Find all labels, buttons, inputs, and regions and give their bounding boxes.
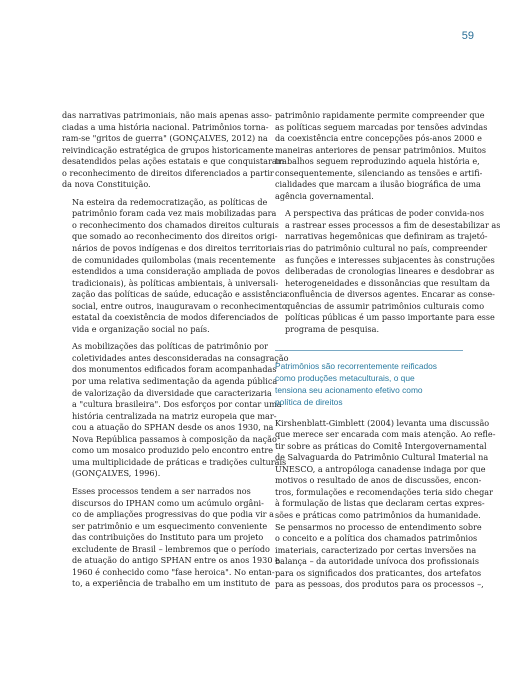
text-line: para os significados dos praticantes, dos artefatos — [275, 567, 482, 578]
right-column — [275, 110, 501, 591]
paragraph — [62, 341, 289, 480]
text-line: desatendidos pelas ações estatais e que conquistaram — [62, 156, 285, 167]
text-line: por uma relativa sedimentação da agenda pública — [72, 376, 278, 387]
left-column — [62, 110, 289, 590]
paragraph — [275, 110, 488, 202]
text-line: tradicionais), às políticas ambientais, à universali- — [72, 277, 279, 288]
paragraph — [275, 417, 496, 591]
text-line: heterogeneidades e dissonâncias que resultam da — [285, 277, 490, 288]
text-line: confluência de diversos agentes. Encarar as conse- — [285, 289, 495, 300]
text-line: imateriais, caracterizado por certas inversões na — [275, 544, 477, 555]
text-line: como um mosaico produzido pelo encontro entre — [72, 445, 273, 456]
text-line: estatal da coexistência de modos diferenciados de — [72, 312, 279, 323]
text-line: uma multiplicidade de práticas e tradições culturais — [72, 456, 287, 467]
text-line: patrimônio rapidamente permite compreender que — [275, 110, 485, 120]
text-line: maneiras anteriores de pensar patrimônios. Muitos — [275, 144, 487, 155]
text-line: cou a atuação do SPHAN desde os anos 1930, na — [72, 422, 274, 433]
text-line: excludente de Brasil – lembremos que o período — [72, 543, 270, 554]
heading-line: tensiona seu acionamento efetivo como — [275, 384, 423, 395]
text-line: (GONÇALVES, 1996). — [72, 468, 161, 479]
text-line: patrimônio foram cada vez mais mobilizadas para — [72, 208, 277, 219]
text-line: das contribuições do Instituto para um projeto — [72, 532, 264, 543]
text-line: as políticas seguem marcadas por tensões advindas — [275, 121, 488, 132]
text-line: As mobilizações das políticas de patrimônio por — [72, 341, 268, 352]
text-line: motivos o resultado de anos de discussões, encon- — [275, 475, 482, 486]
text-line: social, entre outros, inauguravam o reconhecimento — [72, 300, 287, 311]
text-line: da nova Constituição. — [62, 179, 151, 190]
text-line: que somado ao reconhecimento dos direitos origi- — [72, 231, 278, 242]
text-line: Na esteira da redemocratização, as políticas de — [72, 196, 268, 207]
text-line: A perspectiva das práticas de poder convida-nos — [285, 208, 485, 219]
text-line: Esses processos tendem a ser narrados nos — [72, 485, 251, 496]
text-line: tir sobre as práticas do Comitê Intergovernamental — [275, 440, 487, 451]
text-line: as funções e interesses subjacentes às construções — [285, 254, 495, 265]
text-line: zação das políticas de saúde, educação e assistência — [72, 289, 288, 300]
text-line: 1960 é conhecido como "fase heroica". No entan- — [72, 566, 275, 577]
paragraph — [62, 485, 280, 590]
text-line: das narrativas patrimoniais, não mais apenas asso- — [62, 110, 272, 120]
text-line: narrativas hegemônicas que definiram as trajetó- — [285, 231, 488, 242]
text-line: de comunidades quilombolas (mais recentemente — [72, 254, 276, 265]
text-line: políticas públicas é um passo importante para esse — [285, 312, 495, 323]
text-line: o reconhecimento de direitos diferenciados a partir — [62, 167, 274, 178]
text-line: rias do patrimônio cultural no país, compreender — [285, 243, 488, 254]
text-line: história centralizada na matriz europeia que mar- — [72, 410, 277, 421]
text-line: para as pessoas, dos produtos para os processos –, — [275, 579, 484, 590]
text-line: dos monumentos edificados foram acompanhadas — [72, 364, 277, 375]
text-line: tros, formulações e recomendações teria sido chegar — [275, 486, 493, 497]
text-line: programa de pesquisa. — [285, 323, 380, 334]
text-line: de atuação do antigo SPHAN entre os anos 1930 e — [72, 555, 280, 566]
text-line: ciadas a uma história nacional. Patrimônios torna- — [62, 121, 269, 132]
text-line: UNESCO, a antropóloga canadense indaga por que — [275, 463, 486, 474]
paragraph — [62, 110, 285, 191]
text-line: quências de assumir patrimônios culturais como — [285, 300, 485, 311]
page-number: 59 — [461, 30, 474, 42]
text-line: a "cultura brasileira". Dos esforços por contar uma — [72, 399, 282, 410]
text-line: sões e práticas como patrimônios da humanidade. — [275, 509, 481, 520]
text-line: de valorização da diversidade que caracterizaria — [72, 387, 272, 398]
paragraph — [275, 208, 501, 335]
text-line: consequentemente, silenciando as tensões e artifi- — [275, 167, 483, 178]
heading-line: política de direitos — [275, 396, 343, 407]
heading-line: Patrimônios são recorrentemente reificados — [275, 361, 437, 372]
text-line: que merece ser encarada com mais atenção. Ao refle- — [275, 429, 496, 440]
text-line: co de ampliações progressivas do que podia vir a — [72, 509, 274, 520]
paragraph — [62, 196, 288, 336]
text-line: da coexistência entre concepções pós-anos 2000 e — [275, 133, 482, 144]
text-line: trabalhos seguem reproduzindo aquela história e, — [275, 156, 480, 167]
text-line: to, a experiência de trabalho em um instituto de — [72, 578, 271, 589]
text-line: a rastrear esses processos a fim de desestabilizar as — [285, 219, 501, 230]
section-heading — [275, 350, 463, 408]
text-line: discursos do IPHAN como um acúmulo orgâni- — [72, 497, 264, 508]
text-line: estendidos a uma consideração ampliada de povos — [72, 266, 280, 277]
text-line: à formulação de listas que declaram certas expres- — [275, 498, 485, 509]
text-line: coletividades antes desconsideradas na consagração — [72, 352, 289, 363]
text-line: Kirshenblatt-Gimblett (2004) levanta uma discussão — [275, 417, 490, 428]
text-line: cialidades que marcam a ilusão biográfica de uma — [275, 179, 481, 190]
text-line: nários de povos indígenas e dos direitos territoriais — [72, 243, 284, 254]
text-line: Se pensarmos no processo de entendimento sobre — [275, 521, 482, 532]
text-line: agência governamental. — [275, 190, 374, 201]
text-line: ser patrimônio e um esquecimento conveniente — [72, 520, 268, 531]
text-line: de Salvaguarda do Patrimônio Cultural Imaterial na — [275, 452, 489, 463]
text-line: o conceito e a política dos chamados patrimônios — [275, 533, 478, 544]
text-line: reivindicação estratégica de grupos historicamente — [62, 144, 274, 155]
heading-line: como produções metaculturais, o que — [275, 373, 415, 384]
text-line: deliberadas de cronologias lineares e desdobrar as — [285, 266, 495, 277]
text-line: Nova República passamos à composição da nação — [72, 433, 277, 444]
text-line: vida e organização social no país. — [72, 323, 210, 334]
text-line: balança – da autoridade unívoca dos profissionais — [275, 556, 479, 567]
text-line: ram-se "gritos de guerra" (GONÇALVES, 2012) na — [62, 133, 268, 144]
text-line: o reconhecimento dos chamados direitos culturais — [72, 219, 279, 230]
